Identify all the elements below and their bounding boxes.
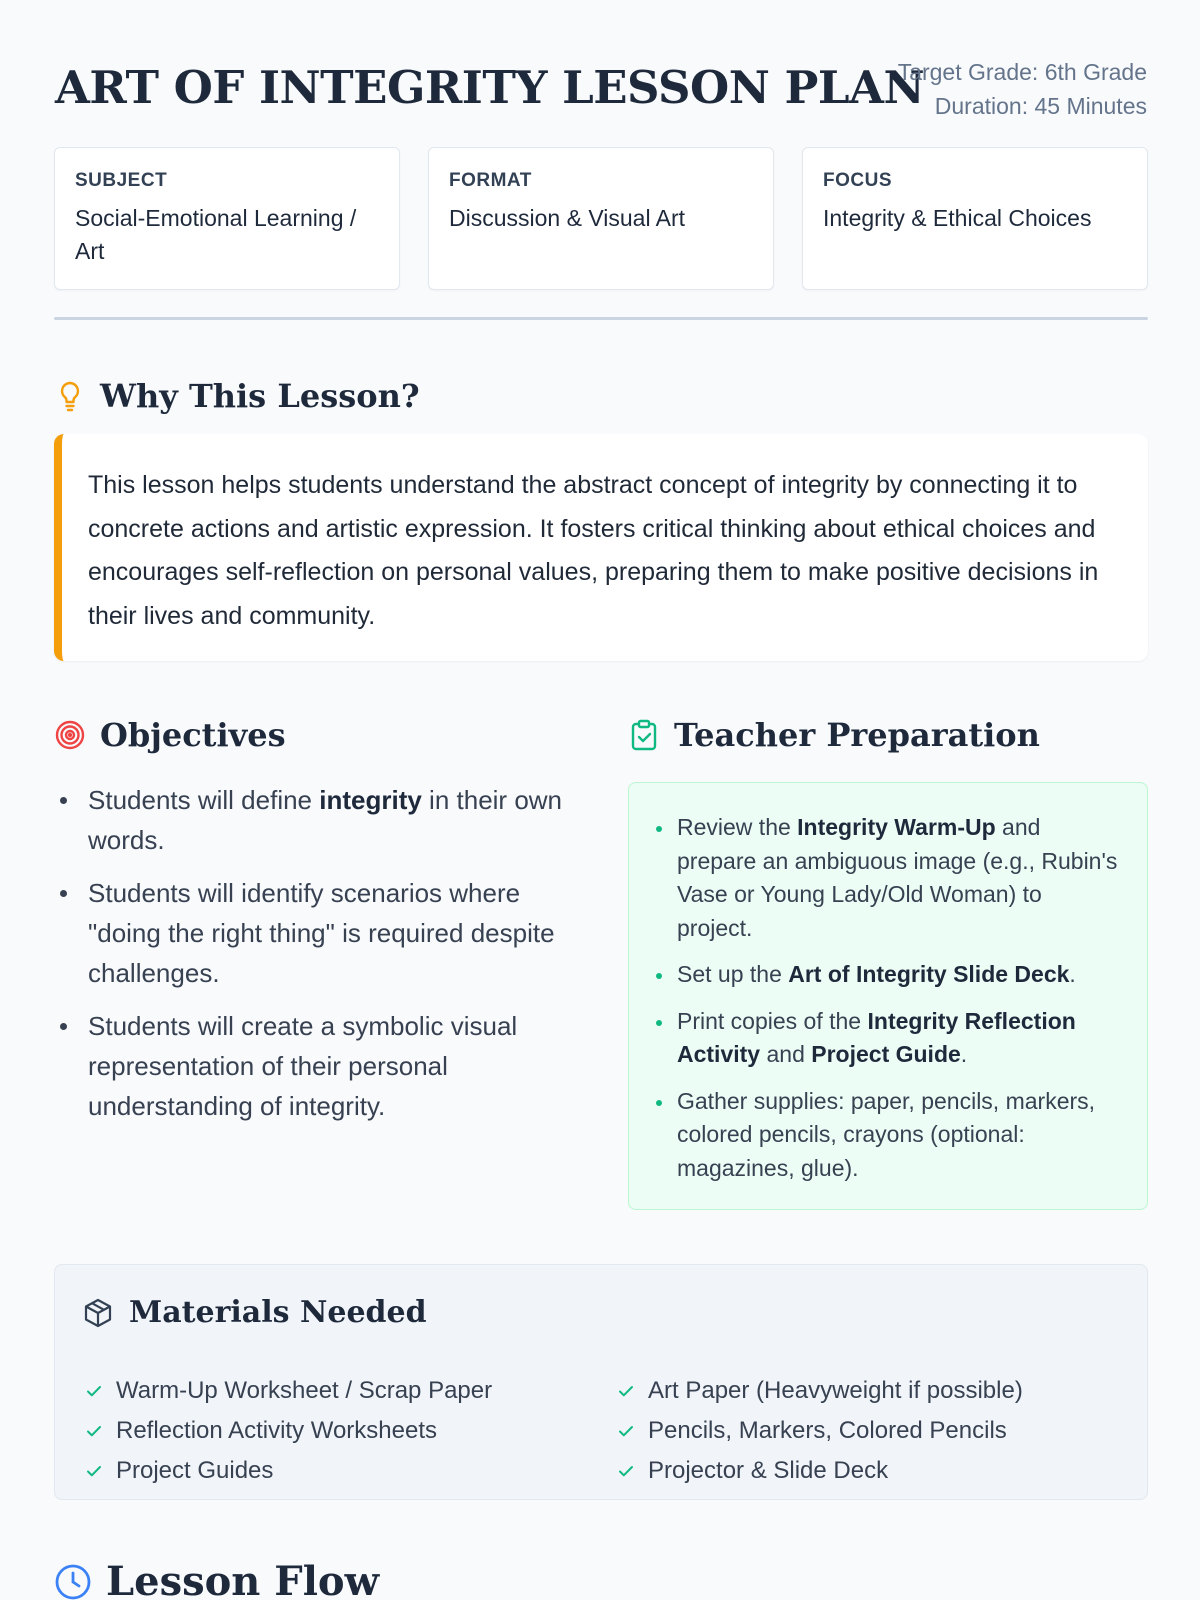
list-item: Project Guides [83, 1451, 492, 1491]
prep-box [628, 782, 1148, 1210]
list-item: Reflection Activity Worksheets [83, 1411, 492, 1451]
materials-box [54, 1264, 1148, 1500]
box-icon [83, 1298, 113, 1328]
clipboard-check-icon [628, 719, 660, 751]
objectives-list [58, 780, 578, 1139]
format-card [428, 147, 774, 290]
materials-heading [83, 1295, 427, 1330]
list-item: Projector & Slide Deck [615, 1451, 1023, 1491]
page-header [55, 55, 1147, 125]
header-divider [54, 317, 1148, 320]
check-icon [615, 1420, 637, 1442]
why-box [54, 434, 1148, 661]
list-item: Students will create a symbolic visual representation of their personal understanding of integrity. [58, 1006, 578, 1126]
card-value: Integrity & Ethical Choices [823, 205, 1092, 231]
card-label: FORMAT [449, 170, 532, 191]
section-title: Why This Lesson? [100, 377, 420, 415]
flow-heading [54, 1558, 379, 1600]
page-title: ART OF INTEGRITY LESSON PLAN [55, 61, 925, 114]
card-value: Social-Emotional Learning / Art [75, 205, 357, 264]
objectives-heading [54, 716, 286, 754]
card-label: FOCUS [823, 170, 892, 191]
target-icon [54, 719, 86, 751]
why-text: This lesson helps students understand the abstract concept of integrity by connecting it to concrete actions and artistic expression. It fosters critical thinking about ethical choices and encourages self-reflection on personal values, preparing them to make positive decisions in their lives and community. [88, 471, 1099, 630]
lesson-meta [898, 55, 1147, 123]
section-title: Teacher Preparation [674, 716, 1040, 754]
why-heading [54, 377, 420, 415]
check-icon [615, 1380, 637, 1402]
subject-card [54, 147, 400, 290]
check-icon [83, 1420, 105, 1442]
target-grade: Target Grade: 6th Grade [897, 59, 1147, 85]
clock-icon [54, 1563, 92, 1600]
check-icon [615, 1460, 637, 1482]
card-value: Discussion & Visual Art [449, 205, 686, 231]
section-title: Materials Needed [129, 1295, 427, 1330]
list-item: Set up the Art of Integrity Slide Deck. [654, 958, 1123, 992]
list-item: Art Paper (Heavyweight if possible) [615, 1371, 1023, 1411]
list-item: Students will identify scenarios where "doing the right thing" is required despite challenges. [58, 873, 578, 993]
duration: Duration: 45 Minutes [934, 93, 1147, 119]
card-label: SUBJECT [75, 170, 168, 191]
materials-list-right [615, 1371, 1023, 1491]
focus-card [802, 147, 1148, 290]
section-title: Lesson Flow [106, 1558, 380, 1600]
list-item: Print copies of the Integrity Reflection Activity and Project Guide. [654, 1005, 1123, 1072]
prep-list [654, 811, 1123, 1185]
list-item: Students will define integrity in their own words. [58, 780, 578, 860]
list-item: Warm-Up Worksheet / Scrap Paper [83, 1371, 492, 1411]
info-cards [54, 147, 1148, 290]
list-item: Pencils, Markers, Colored Pencils [615, 1411, 1023, 1451]
section-title: Objectives [100, 716, 286, 754]
list-item: Review the Integrity Warm-Up and prepare an ambiguous image (e.g., Rubin's Vase or Young Lady/Old Woman) to project. [654, 811, 1123, 945]
prep-heading [628, 716, 1040, 754]
check-icon [83, 1380, 105, 1402]
materials-list-left [83, 1371, 492, 1491]
lightbulb-icon [54, 380, 86, 412]
check-icon [83, 1460, 105, 1482]
list-item: Gather supplies: paper, pencils, markers, colored pencils, crayons (optional: magazines, glue). [654, 1085, 1123, 1186]
